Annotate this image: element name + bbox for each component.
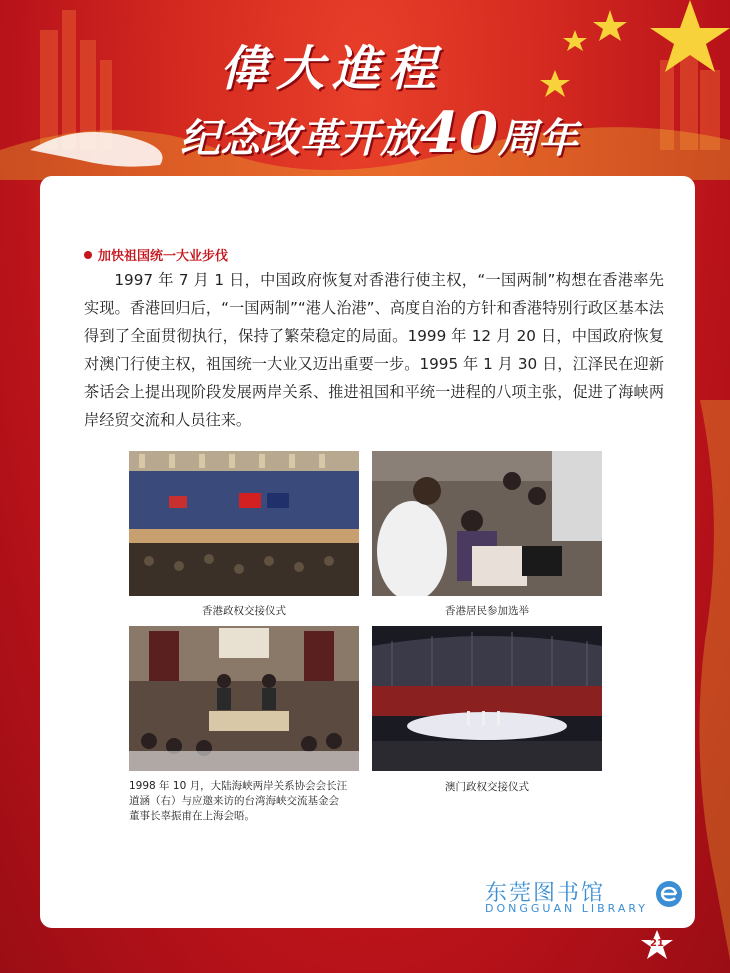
caption-hk-handover: 香港政权交接仪式 bbox=[202, 605, 286, 617]
caption-line: 董事长辜振甫在上海会晤。 bbox=[129, 810, 255, 822]
caption-line: 1998 年 10 月，大陆海峡两岸关系协会会长汪 bbox=[129, 780, 348, 792]
caption-hk-election: 香港居民参加选举 bbox=[445, 605, 529, 617]
library-logo-text: 东莞图书馆 bbox=[485, 881, 606, 906]
great-wall-decoration bbox=[690, 400, 730, 960]
caption-line: 道涵（右）与应邀来访的台湾海峡交流基金会 bbox=[129, 795, 339, 807]
section-heading-text: 加快祖国统一大业步伐 bbox=[98, 249, 229, 264]
page-title-sub bbox=[180, 100, 578, 166]
subtitle-prefix: 纪念改革开放 bbox=[180, 115, 420, 162]
library-logo-subtext: DONGGUAN LIBRARY bbox=[485, 902, 649, 915]
photo-macau-handover bbox=[372, 626, 602, 771]
caption-macau-handover: 澳门政权交接仪式 bbox=[445, 781, 529, 793]
bullet-dot-icon bbox=[84, 251, 92, 259]
section-heading bbox=[84, 245, 228, 264]
library-logo-icon bbox=[655, 880, 683, 908]
page-number: 21 bbox=[650, 938, 664, 949]
photo-cross-strait-meeting bbox=[129, 626, 359, 771]
page-title-main: 偉大進程 bbox=[220, 41, 445, 97]
section-paragraph: 1997 年 7 月 1 日，中国政府恢复对香港行使主权，“一国两制”构想在香港率先实现。香港回归后，“一国两制”“港人治港”、高度自治的方针和香港特别行政区基本法得到了全面贯彻执行，保持了繁荣稳定的局面。1999 年 12 月 20 日，中国政府恢复对澳门行使主权，祖国统一大业又迈出重要一步。1995 年 1 月 30 日，江泽民在迎新茶话会上提出现阶段发展两岸关系、推进祖国和平统一进程的八项主张，促进了海峡两岸经贸交流和人员往来。 bbox=[84, 271, 664, 429]
subtitle-number: 40 bbox=[420, 100, 498, 166]
caption-cross-strait-meeting bbox=[129, 779, 369, 824]
photo-hk-handover bbox=[129, 451, 359, 596]
subtitle-suffix: 周年 bbox=[497, 115, 578, 162]
photo-hk-election bbox=[372, 451, 602, 596]
